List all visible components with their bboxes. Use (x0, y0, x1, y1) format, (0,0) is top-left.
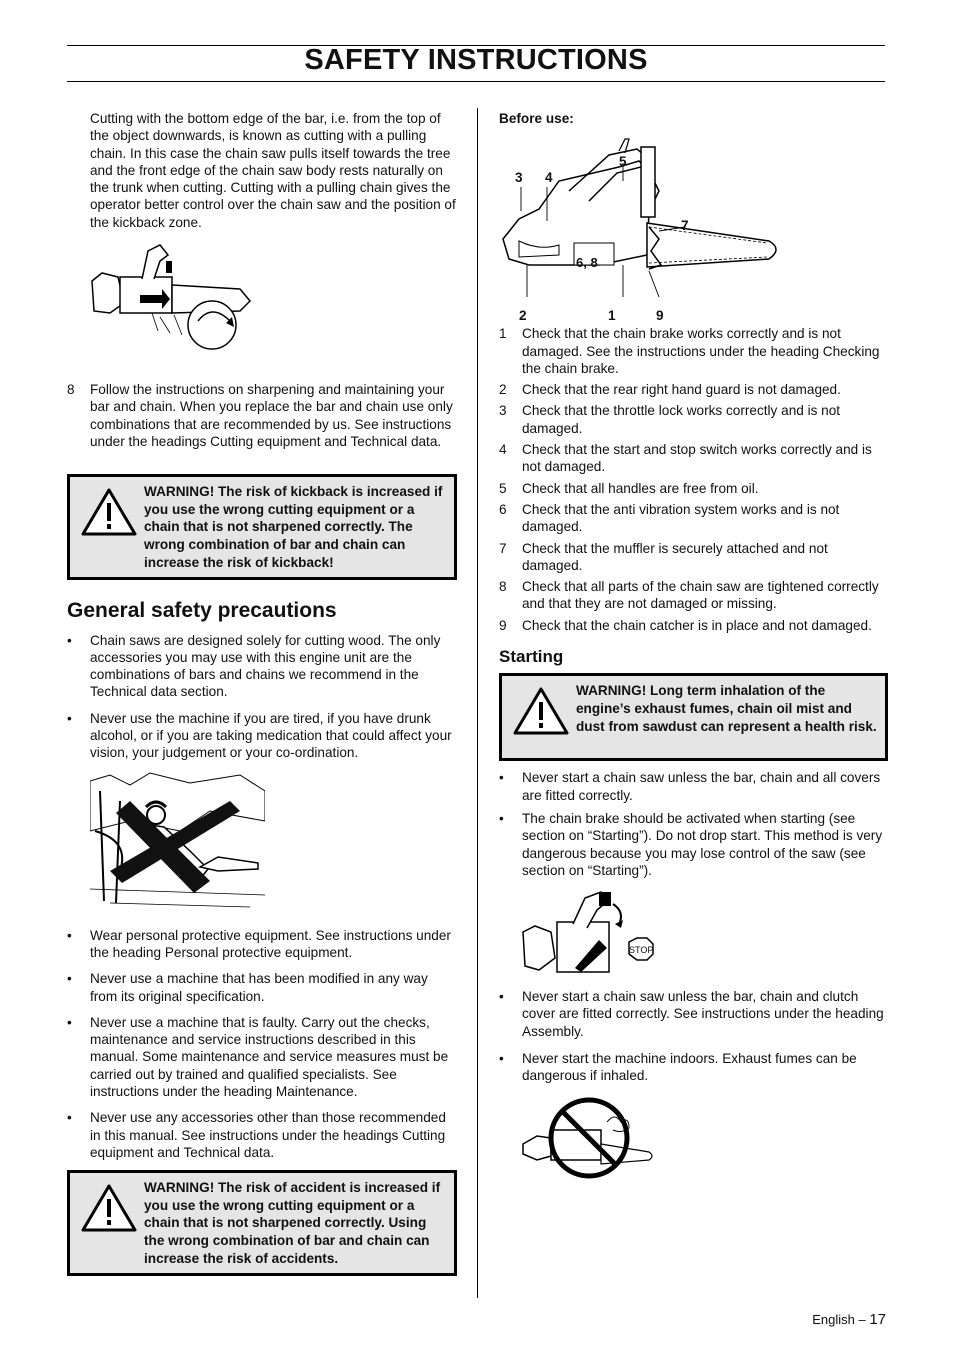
warning-box-kickback (67, 474, 457, 580)
page-title: SAFETY INSTRUCTIONS (304, 44, 648, 76)
list-item: 1 Check that the chain brake works correctly and is not damaged. See the instructions under the heading Checking the chain brake. (499, 326, 880, 376)
diagram-label-5: 5 (619, 154, 627, 170)
diagram-label-2: 2 (519, 308, 527, 324)
warning-box-exhaust (499, 673, 888, 761)
list-item: • Never use any accessories other than those recommended in this manual. See instructions under the headings Cutting equipment and Technical data. (67, 1110, 446, 1160)
chain-brake-start-illustration (521, 888, 891, 978)
before-use-label: Before use: (499, 111, 574, 126)
diagram-label-7: 7 (681, 218, 689, 234)
diagram-label-4: 4 (545, 170, 553, 186)
list-item: • Never start the machine indoors. Exhaust fumes can be dangerous if inhaled. (499, 1051, 857, 1084)
list-item: • Never use the machine if you are tired, if you have drunk alcohol, or if you are taking medication that could affect your vision, your judgement or your co-ordination. (67, 710, 452, 761)
page-number: 17 (869, 1311, 886, 1328)
pulling-chain-illustration (90, 241, 457, 353)
list-item: • Never use a machine that has been modified in any way from its original specification. (67, 971, 428, 1004)
diagram-label-6-8: 6, 8 (576, 255, 598, 271)
list-item: • Never start a chain saw unless the bar, chain and clutch cover are fitted correctly. See instructions under the heading Assembly. (499, 989, 884, 1039)
starting-bullets-b (499, 988, 891, 1084)
no-indoor-start-illustration (521, 1094, 891, 1184)
footer-dash: – (858, 1312, 866, 1327)
list-item: 6 Check that the anti vibration system works and is not damaged. (499, 501, 840, 535)
list-item: • Wear personal protective equipment. See instructions under the heading Personal protective equipment. (67, 927, 451, 960)
list-item: 2 Check that the rear right hand guard is not damaged. (499, 382, 841, 398)
tired-operator-crossed-illustration (90, 771, 457, 911)
list-item: • The chain brake should be activated when starting (see section on “Starting”). Do not drop start. This method is very dangerous because you may lose control of the saw (see section on “Starting”). (499, 810, 883, 878)
warning-text-exhaust: WARNING! Long term inhalation of the engine’s exhaust fumes, chain oil mist and dust from sawdust can represent a health risk. (576, 683, 877, 734)
chainsaw-parts-diagram (499, 131, 891, 324)
warning-triangle-icon (74, 1179, 144, 1267)
list-item: 9 Check that the chain catcher is in place and not damaged. (499, 617, 872, 633)
item-8-number: 8 (67, 382, 75, 398)
warning-text-accident: WARNING! The risk of accident is increased if you use the wrong cutting equipment or a chain that is not sharpened correctly. Using the wrong combination of bar and chain can increase the risk of accidents. (144, 1180, 441, 1266)
bullet-list-a (67, 632, 457, 762)
warning-triangle-icon (506, 682, 576, 752)
before-use-checklist (499, 325, 891, 634)
diagram-label-3: 3 (515, 170, 523, 186)
diagram-label-1: 1 (608, 308, 616, 324)
bullet-list-b (67, 927, 457, 1162)
list-item: 8 Check that all parts of the chain saw are tightened correctly and that they are not damaged or missing. (499, 579, 879, 612)
header-rule-bottom (67, 81, 885, 82)
list-item: 5 Check that all handles are free from oil. (499, 480, 759, 496)
list-item: • Never use a machine that is faulty. Carry out the checks, maintenance and service instructions described in this manual. Some maintenance and service measures must be carried out by trained and qualified specialists. See instructions under the heading Maintenance. (67, 1014, 449, 1100)
list-item: 3 Check that the throttle lock works correctly and is not damaged. (499, 403, 841, 436)
list-item: • Never start a chain saw unless the bar, chain and all covers are fitted correctly. (499, 770, 881, 803)
section-heading-starting: Starting (499, 647, 564, 667)
right-column (499, 110, 891, 1184)
left-column (67, 110, 457, 1276)
column-separator (477, 108, 478, 1298)
item-8-text: Follow the instructions on sharpening and maintaining your bar and chain. When you replace the bar and chain use only combinations that are recommended by us. See instructions under the headings Cutting equipment and Technical data. (90, 382, 453, 449)
list-item: 7 Check that the muffler is securely attached and not damaged. (499, 540, 828, 573)
warning-box-accident (67, 1170, 457, 1276)
list-item: • Chain saws are designed solely for cutting wood. The only accessories you may use with this engine unit are the combinations of bars and chains we recommend in the Technical data section. (67, 632, 441, 700)
diagram-label-9: 9 (656, 308, 664, 324)
starting-bullets-a (499, 769, 891, 879)
section-heading-general-safety: General safety precautions (67, 599, 337, 623)
item-8 (67, 381, 457, 450)
intro-paragraph: Cutting with the bottom edge of the bar, i.e. from the top of the object downwards, is known as cutting with a pulling chain. In this case the chain saw pulls itself towards the tree and the front edge of the chain saw body rests naturally on the trunk when cutting. Cutting with a pulling chain gives the operator better control over the chain saw and the position of the kickback zone. (90, 111, 456, 230)
warning-text-kickback: WARNING! The risk of kickback is increased if you use the wrong cutting equipment or a chain that is not sharpened correctly. The wrong combination of bar and chain can increase the risk of kickback! (144, 484, 443, 570)
list-item: 4 Check that the start and stop switch works correctly and is not damaged. (499, 442, 872, 475)
page-footer (812, 1311, 886, 1328)
footer-language: English (812, 1312, 855, 1327)
warning-triangle-icon (74, 483, 144, 571)
stop-sign-label: STOP (629, 945, 654, 956)
